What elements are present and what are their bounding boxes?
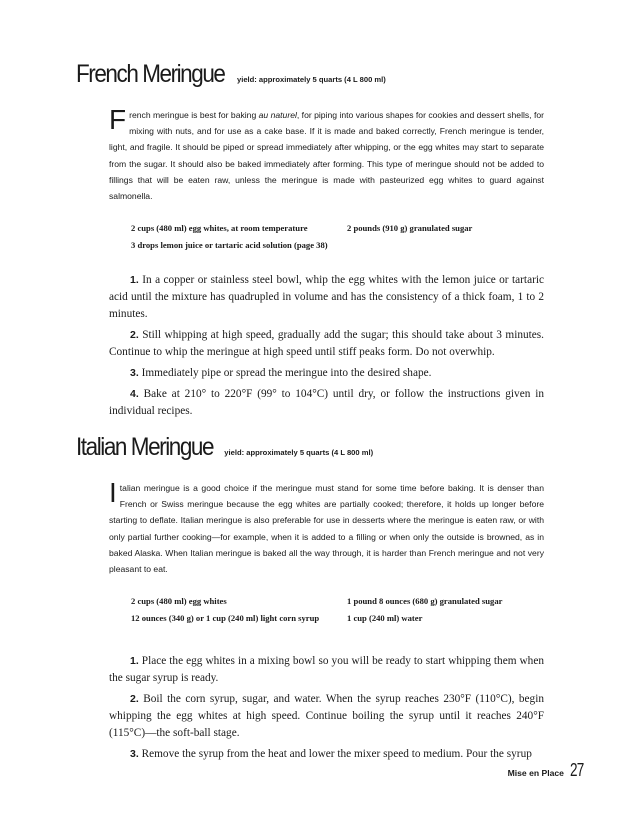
- step-text: Boil the corn syrup, sugar, and water. When the syrup reaches 230°F (110°C), begin whipping the egg whites at high speed. Continue boiling the syrup until it reaches 240°F (115°C)—the soft-ball stage.: [109, 693, 544, 740]
- intro-text: rench meringue is best for baking: [129, 110, 259, 120]
- step-text: In a copper or stainless steel bowl, whip the egg whites with the lemon juice or tartaric acid until the mixture has quadrupled in volume and has the consistency of a thick foam, 1 to 2 minutes.: [109, 274, 545, 321]
- recipe-title: Italian Meringue: [76, 433, 214, 461]
- recipe-intro: [109, 477, 544, 577]
- method-step: [109, 386, 544, 420]
- step-number: 2.: [130, 693, 139, 706]
- ingredient: 2 cups (480 ml) egg whites, at room temperature: [131, 223, 308, 234]
- recipe-yield: yield: approximately 5 quarts (4 L 800 ml): [236, 75, 386, 84]
- step-text: Immediately pipe or spread the meringue into the desired shape.: [141, 367, 432, 380]
- ingredient: 1 cup (240 ml) water: [347, 613, 423, 624]
- step-number: 3.: [130, 367, 139, 380]
- drop-cap: I: [109, 477, 117, 508]
- intro-italic: au naturel: [258, 110, 297, 120]
- method-steps: [109, 653, 544, 763]
- step-text: Still whipping at high speed, gradually add the sugar; this should take about 3 minutes. Continue to whip the meringue at high speed until stiff peaks form. Do not overwhip.: [109, 329, 544, 359]
- recipe-header: [76, 433, 544, 462]
- method-step: [109, 653, 544, 687]
- page-footer: [508, 760, 588, 781]
- intro-text: talian meringue is a good choice if the meringue must stand for some time before baking. It is denser than French or Swiss meringue because the egg whites are partially cooked; therefore, it holds up longer before starting to deflate. Italian meringue is also preferable for use in desserts where the meringue is eaten raw, or with only partial further cooking—for example, when it is added to a filling or when only the outside is browned, as in baked Alaska. When Italian meringue is baked all the way through, it is harder than French meringue and not very pleasant to eat.: [109, 483, 544, 575]
- method-step: [109, 272, 544, 323]
- step-number: 1.: [130, 274, 139, 287]
- method-step: [109, 365, 544, 382]
- italian-meringue-recipe: [76, 433, 544, 767]
- method-step: [109, 746, 544, 763]
- french-meringue-recipe: [76, 60, 544, 424]
- step-number: 1.: [130, 655, 139, 668]
- ingredient: 3 drops lemon juice or tartaric acid solution (page 38): [131, 240, 328, 251]
- ingredient: 2 pounds (910 g) granulated sugar: [347, 223, 473, 234]
- step-number: 4.: [130, 388, 139, 401]
- step-text: Remove the syrup from the heat and lower the mixer speed to medium. Pour the syrup: [141, 748, 532, 761]
- ingredient-list: [131, 595, 544, 629]
- ingredient: 2 cups (480 ml) egg whites: [131, 596, 227, 607]
- running-footer-section: Mise en Place: [507, 768, 564, 778]
- method-steps: [109, 272, 544, 420]
- intro-text: , for piping into various shapes for cookies and dessert shells, for mixing with nuts, and for use as a cake base. If it is made and baked correctly, French meringue is tender, light, and fragile. It should be piped or spread immediately after whipping, or the egg whites may start to separate from the sugar. It should also be baked immediately after forming. This type of meringue should not be added to fillings that will be eaten raw, unless the meringue is made with pasteurized egg whites to guard against salmonella.: [109, 110, 544, 202]
- recipe-header: [76, 60, 544, 89]
- step-text: Place the egg whites in a mixing bowl so you will be ready to start whipping them when the sugar syrup is ready.: [109, 655, 544, 685]
- page-number: 27: [569, 760, 584, 780]
- ingredient: 12 ounces (340 g) or 1 cup (240 ml) light corn syrup: [131, 613, 320, 624]
- step-text: Bake at 210° to 220°F (99° to 104°C) until dry, or follow the instructions given in individual recipes.: [109, 388, 544, 418]
- recipe-yield: yield: approximately 5 quarts (4 L 800 ml): [224, 448, 374, 457]
- step-number: 3.: [130, 748, 139, 761]
- method-step: [109, 327, 544, 361]
- step-number: 2.: [130, 329, 139, 342]
- ingredient-list: [131, 222, 544, 256]
- recipe-intro: [109, 104, 544, 204]
- recipe-title: French Meringue: [76, 60, 225, 88]
- ingredient: 1 pound 8 ounces (680 g) granulated sugar: [347, 596, 503, 607]
- drop-cap: F: [109, 104, 127, 135]
- method-step: [109, 691, 544, 742]
